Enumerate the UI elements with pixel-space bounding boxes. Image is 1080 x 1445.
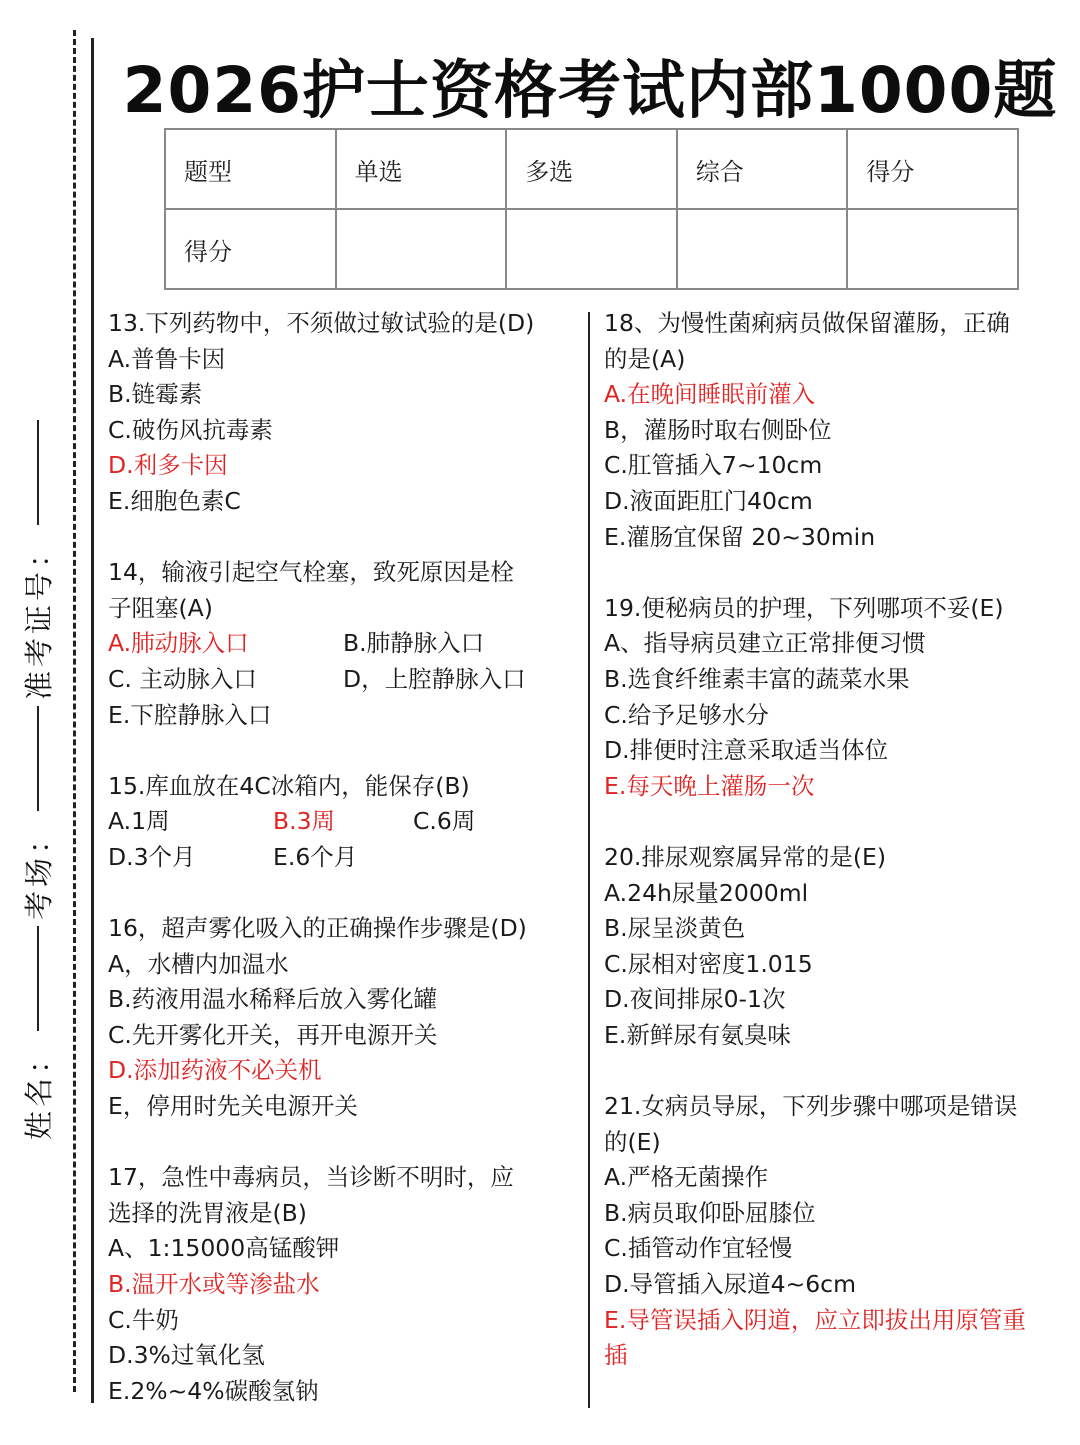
option-row	[108, 804, 578, 840]
answer-option: A、1:15000高锰酸钾	[108, 1234, 340, 1263]
answer-option: A、指导病员建立正常排便习惯	[604, 629, 926, 658]
correct-answer-option: A.在晚间睡眠前灌入	[604, 380, 816, 409]
score-cell: 单选	[336, 129, 507, 209]
answer-option: D.液面距肛门40cm	[604, 486, 813, 515]
answer-option: B.链霉素	[108, 380, 203, 409]
question-stem: 14，输液引起空气栓塞，致死原因是栓	[108, 558, 514, 587]
answer-option: C.先开雾化开关，再开电源开关	[108, 1020, 438, 1049]
answer-option: C.尿相对密度1.015	[604, 949, 813, 978]
answer-option: A.严格无菌操作	[604, 1163, 769, 1192]
margin-line	[91, 38, 94, 1403]
answer-option: A，水槽内加温水	[108, 949, 289, 978]
question-stem: 17，急性中毒病员，当诊断不明时，应	[108, 1163, 514, 1192]
answer-option: C.破伤风抗毒素	[108, 415, 273, 444]
answer-option: E.下腔静脉入口	[108, 700, 272, 729]
ticket-blank	[36, 420, 39, 525]
answer-option: C.牛奶	[108, 1305, 179, 1334]
answer-option: A.普鲁卡因	[108, 344, 226, 373]
correct-answer-option: 插	[604, 1341, 628, 1370]
answer-option: D.排便时注意采取适当体位	[604, 736, 889, 765]
score-cell: 题型	[165, 129, 336, 209]
answer-option: A.1周	[108, 807, 170, 836]
score-cell: 得分	[847, 129, 1018, 209]
option-row	[108, 698, 578, 734]
question-block	[108, 911, 578, 1125]
correct-answer-option: E.导管误插入阴道，应立即拔出用原管重	[604, 1305, 1026, 1334]
answer-option: C.6周	[413, 807, 476, 836]
answer-option: C.肛管插入7~10cm	[604, 451, 823, 480]
correct-answer-option: B.3周	[273, 807, 336, 836]
question-block	[604, 591, 1064, 805]
option-row	[108, 840, 578, 876]
answer-option: B.病员取仰卧屈膝位	[604, 1198, 816, 1227]
answer-option: E，停用时先关电源开关	[108, 1092, 358, 1121]
score-cell[interactable]	[847, 209, 1018, 289]
question-stem: 的是(A)	[604, 344, 686, 373]
answer-option: B.选食纤维素丰富的蔬菜水果	[604, 664, 910, 693]
answer-option: C.给予足够水分	[604, 700, 769, 729]
answer-option: D.3个月	[108, 842, 196, 871]
answer-option: D，上腔静脉入口	[343, 664, 526, 693]
score-cell[interactable]	[336, 209, 507, 289]
room-label: 考场：	[21, 820, 56, 920]
question-block	[108, 306, 578, 520]
room-blank	[36, 706, 39, 811]
right-question-column	[604, 306, 1064, 1409]
score-table-header-row	[165, 129, 1018, 209]
correct-answer-option: D.利多卡因	[108, 451, 228, 480]
answer-option: E.6个月	[273, 842, 358, 871]
question-stem: 子阻塞(A)	[108, 593, 213, 622]
question-stem: 20.排尿观察属异常的是(E)	[604, 842, 887, 871]
score-cell[interactable]	[506, 209, 677, 289]
answer-option: E.灌肠宜保留 20~30min	[604, 522, 876, 551]
page-title: 2026护士资格考试内部1000题	[122, 54, 1058, 127]
score-table-score-row	[165, 209, 1018, 289]
answer-option: D.导管插入尿道4~6cm	[604, 1270, 856, 1299]
ticket-label: 准考证号：	[21, 534, 56, 700]
answer-option: C.插管动作宜轻慢	[604, 1234, 793, 1263]
question-block	[604, 840, 1064, 1054]
question-block	[108, 555, 578, 733]
option-row	[108, 626, 578, 662]
score-table	[164, 128, 1019, 290]
correct-answer-option: D.添加药液不必关机	[108, 1056, 322, 1085]
answer-option: B.肺静脉入口	[343, 629, 485, 658]
answer-option: B，灌肠时取右侧卧位	[604, 415, 832, 444]
score-cell: 得分	[165, 209, 336, 289]
correct-answer-option: B.温开水或等渗盐水	[108, 1270, 320, 1299]
question-stem: 13.下列药物中，不须做过敏试验的是(D)	[108, 309, 535, 337]
question-stem: 选择的洗胃液是(B)	[108, 1198, 307, 1227]
answer-option: D.夜间排尿0-1次	[604, 985, 786, 1014]
question-block	[604, 1089, 1064, 1374]
cut-line-dashed	[73, 30, 76, 1392]
answer-option: B.尿呈淡黄色	[604, 914, 746, 943]
answer-option: E.新鲜尿有氨臭味	[604, 1020, 791, 1049]
question-stem: 21.女病员导尿，下列步骤中哪项是错误	[604, 1092, 1018, 1121]
answer-option: D.3%过氧化氢	[108, 1341, 265, 1370]
question-block	[604, 306, 1064, 555]
answer-option: E.2%~4%碳酸氢钠	[108, 1376, 319, 1405]
question-stem: 18、为慢性菌痢病员做保留灌肠，正确	[604, 309, 1010, 337]
answer-option: B.药液用温水稀释后放入雾化罐	[108, 985, 438, 1014]
score-cell: 多选	[506, 129, 677, 209]
question-stem: 19.便秘病员的护理，下列哪项不妥(E)	[604, 593, 1004, 622]
answer-option: E.细胞色素C	[108, 486, 241, 515]
column-divider	[588, 312, 590, 1408]
score-cell[interactable]	[677, 209, 848, 289]
name-blank	[36, 926, 39, 1031]
answer-option: C. 主动脉入口	[108, 664, 257, 693]
name-label: 姓名：	[21, 1040, 56, 1140]
option-row	[108, 662, 578, 698]
question-block	[108, 1160, 578, 1409]
candidate-info-strip	[4, 250, 70, 1150]
question-stem: 15.库血放在4C冰箱内，能保存(B)	[108, 771, 470, 800]
correct-answer-option: A.肺动脉入口	[108, 629, 249, 658]
question-stem: 的(E)	[604, 1127, 661, 1156]
question-stem: 16，超声雾化吸入的正确操作步骤是(D)	[108, 914, 527, 943]
correct-answer-option: E.每天晚上灌肠一次	[604, 771, 815, 800]
left-question-column	[108, 306, 578, 1445]
score-cell: 综合	[677, 129, 848, 209]
question-block	[108, 769, 578, 876]
answer-option: A.24h尿量2000ml	[604, 878, 809, 907]
